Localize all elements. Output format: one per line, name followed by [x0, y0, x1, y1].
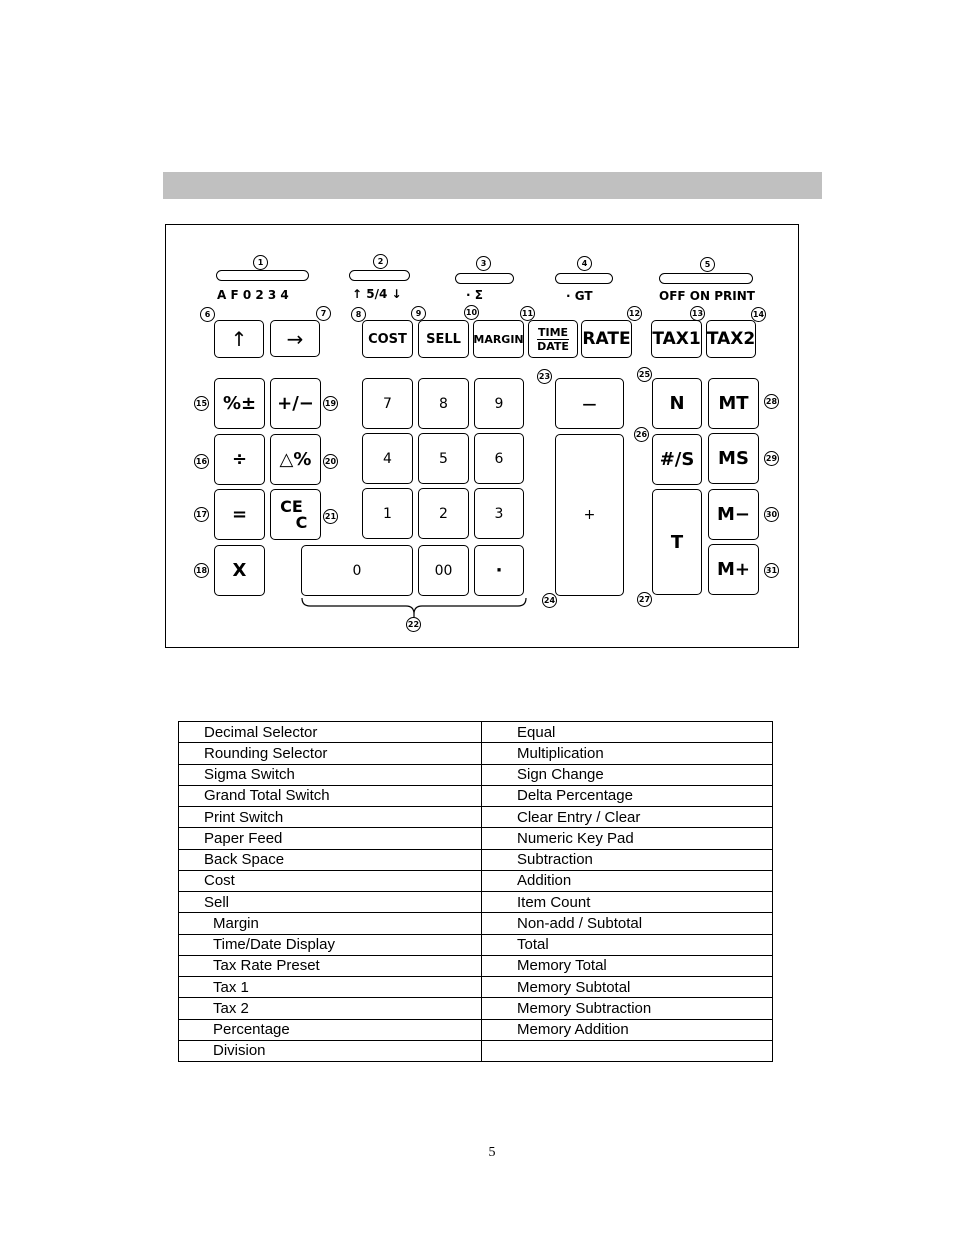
non-add-subtotal-key[interactable]: #/S [652, 434, 702, 485]
digit-5-key[interactable]: 5 [418, 433, 469, 484]
table-row [179, 977, 773, 998]
print-switch-slider[interactable] [659, 273, 753, 284]
callout-17: 17 [194, 507, 209, 522]
table-row [179, 1019, 773, 1040]
rounding-scale: ↑ 5/4 ↓ [352, 287, 402, 301]
table-row [179, 764, 773, 785]
callout-28: 28 [764, 394, 779, 409]
ce-label: CE [280, 496, 303, 516]
legend-left-cell: Rounding Selector [179, 743, 482, 764]
digit-1-key[interactable]: 1 [362, 488, 413, 539]
legend-right-cell: Subtraction [482, 849, 773, 870]
legend-right-cell: Sign Change [482, 764, 773, 785]
callout-13: 13 [690, 306, 705, 321]
percentage-key[interactable]: %± [214, 378, 265, 429]
callout-11: 11 [520, 306, 535, 321]
callout-29: 29 [764, 451, 779, 466]
cost-key[interactable]: COST [362, 320, 413, 358]
legend-left-cell: Tax Rate Preset [179, 955, 482, 976]
digit-9-key[interactable]: 9 [474, 378, 524, 429]
digit-3-key[interactable]: 3 [474, 488, 524, 539]
table-row [179, 913, 773, 934]
grand-total-switch-slider[interactable] [555, 273, 613, 284]
decimal-point-key[interactable]: · [474, 545, 524, 596]
callout-7: 7 [316, 306, 331, 321]
callout-31: 31 [764, 563, 779, 578]
time-date-key[interactable] [528, 320, 578, 358]
tax1-key[interactable]: TAX1 [651, 320, 702, 358]
legend-left-cell: Tax 1 [179, 977, 482, 998]
memory-total-key[interactable]: MT [708, 378, 759, 429]
sign-change-key[interactable]: +/− [270, 378, 321, 429]
callout-5: 5 [700, 257, 715, 272]
legend-right-cell: Clear Entry / Clear [482, 807, 773, 828]
table-row [179, 743, 773, 764]
callout-10: 10 [464, 305, 479, 320]
table-row [179, 934, 773, 955]
legend-left-cell: Division [179, 1040, 482, 1061]
callout-20: 20 [323, 454, 338, 469]
memory-subtraction-key[interactable]: M− [708, 489, 759, 540]
table-row [179, 892, 773, 913]
back-space-key[interactable]: → [270, 320, 320, 357]
print-scale: OFF ON PRINT [659, 289, 755, 303]
callout-15: 15 [194, 396, 209, 411]
clear-entry-clear-key[interactable] [270, 489, 321, 540]
callout-16: 16 [194, 454, 209, 469]
legend-right-cell: Memory Subtotal [482, 977, 773, 998]
section-header-bar [163, 172, 822, 199]
legend-right-cell: Memory Addition [482, 1019, 773, 1040]
table-row [179, 722, 773, 743]
division-key[interactable]: ÷ [214, 434, 265, 485]
digit-8-key[interactable]: 8 [418, 378, 469, 429]
table-row [179, 998, 773, 1019]
legend-right-cell: Total [482, 934, 773, 955]
callout-8: 8 [351, 307, 366, 322]
legend-left-cell: Paper Feed [179, 828, 482, 849]
table-row [179, 955, 773, 976]
legend-left-cell: Print Switch [179, 807, 482, 828]
legend-left-cell: Cost [179, 870, 482, 891]
legend-right-cell: Multiplication [482, 743, 773, 764]
addition-key[interactable]: + [555, 434, 624, 596]
legend-right-cell: Equal [482, 722, 773, 743]
callout-14: 14 [751, 307, 766, 322]
legend-right-cell: Item Count [482, 892, 773, 913]
callout-1: 1 [253, 255, 268, 270]
digit-2-key[interactable]: 2 [418, 488, 469, 539]
legend-right-cell [482, 1040, 773, 1061]
date-label: DATE [537, 339, 569, 353]
table-row [179, 785, 773, 806]
callout-24: 24 [542, 593, 557, 608]
legend-left-cell: Margin [179, 913, 482, 934]
callout-27: 27 [637, 592, 652, 607]
legend-left-cell: Grand Total Switch [179, 785, 482, 806]
callout-23: 23 [537, 369, 552, 384]
rate-key[interactable]: RATE [581, 320, 632, 358]
table-row [179, 807, 773, 828]
calculator-keyboard-diagram [165, 224, 799, 648]
digit-6-key[interactable]: 6 [474, 433, 524, 484]
equal-key[interactable]: = [214, 489, 265, 540]
callout-26: 26 [634, 427, 649, 442]
legend-right-cell: Memory Subtraction [482, 998, 773, 1019]
multiplication-key[interactable]: X [214, 545, 265, 596]
time-label: TIME [537, 325, 569, 339]
callout-6: 6 [200, 307, 215, 322]
tax2-key[interactable]: TAX2 [706, 320, 756, 358]
sigma-switch-slider[interactable] [455, 273, 514, 284]
callout-19: 19 [323, 396, 338, 411]
legend-right-cell: Addition [482, 870, 773, 891]
margin-key[interactable]: MARGIN [473, 320, 524, 358]
rounding-selector-slider[interactable] [349, 270, 410, 281]
subtraction-key[interactable]: − [555, 378, 624, 429]
grand-total-scale: · GT [566, 289, 593, 303]
legend-left-cell: Percentage [179, 1019, 482, 1040]
digit-7-key[interactable]: 7 [362, 378, 413, 429]
sell-key[interactable]: SELL [418, 320, 469, 358]
total-key[interactable]: T [652, 489, 702, 595]
callout-22: 22 [406, 617, 421, 632]
callout-30: 30 [764, 507, 779, 522]
table-row [179, 849, 773, 870]
callout-21: 21 [323, 509, 338, 524]
callout-4: 4 [577, 256, 592, 271]
callout-18: 18 [194, 563, 209, 578]
legend-left-cell: Sell [179, 892, 482, 913]
legend-left-cell: Tax 2 [179, 998, 482, 1019]
memory-subtotal-key[interactable]: MS [708, 433, 759, 484]
callout-12: 12 [627, 306, 642, 321]
callout-25: 25 [637, 367, 652, 382]
page-number: 5 [488, 1145, 496, 1160]
legend-left-cell: Back Space [179, 849, 482, 870]
legend-left-cell: Sigma Switch [179, 764, 482, 785]
sigma-scale: · Σ [466, 288, 483, 302]
item-count-key[interactable]: N [652, 378, 702, 429]
digit-4-key[interactable]: 4 [362, 433, 413, 484]
callout-9: 9 [411, 306, 426, 321]
legend-right-cell: Delta Percentage [482, 785, 773, 806]
legend-right-cell: Numeric Key Pad [482, 828, 773, 849]
table-row [179, 1040, 773, 1061]
callout-2: 2 [373, 254, 388, 269]
callout-3: 3 [476, 256, 491, 271]
key-legend-table [178, 721, 773, 1062]
delta-percentage-key[interactable]: △% [270, 434, 321, 485]
legend-left-cell: Time/Date Display [179, 934, 482, 955]
paper-feed-key[interactable]: ↑ [214, 320, 264, 358]
table-row [179, 828, 773, 849]
memory-addition-key[interactable]: M+ [708, 544, 759, 595]
table-row [179, 870, 773, 891]
decimal-scale: A F 0 2 3 4 [217, 288, 289, 302]
c-label: C [295, 512, 308, 532]
digit-0-key[interactable]: 0 [301, 545, 413, 596]
legend-left-cell: Decimal Selector [179, 722, 482, 743]
legend-right-cell: Non-add / Subtotal [482, 913, 773, 934]
legend-right-cell: Memory Total [482, 955, 773, 976]
double-zero-key[interactable]: 00 [418, 545, 469, 596]
decimal-selector-slider[interactable] [216, 270, 309, 281]
